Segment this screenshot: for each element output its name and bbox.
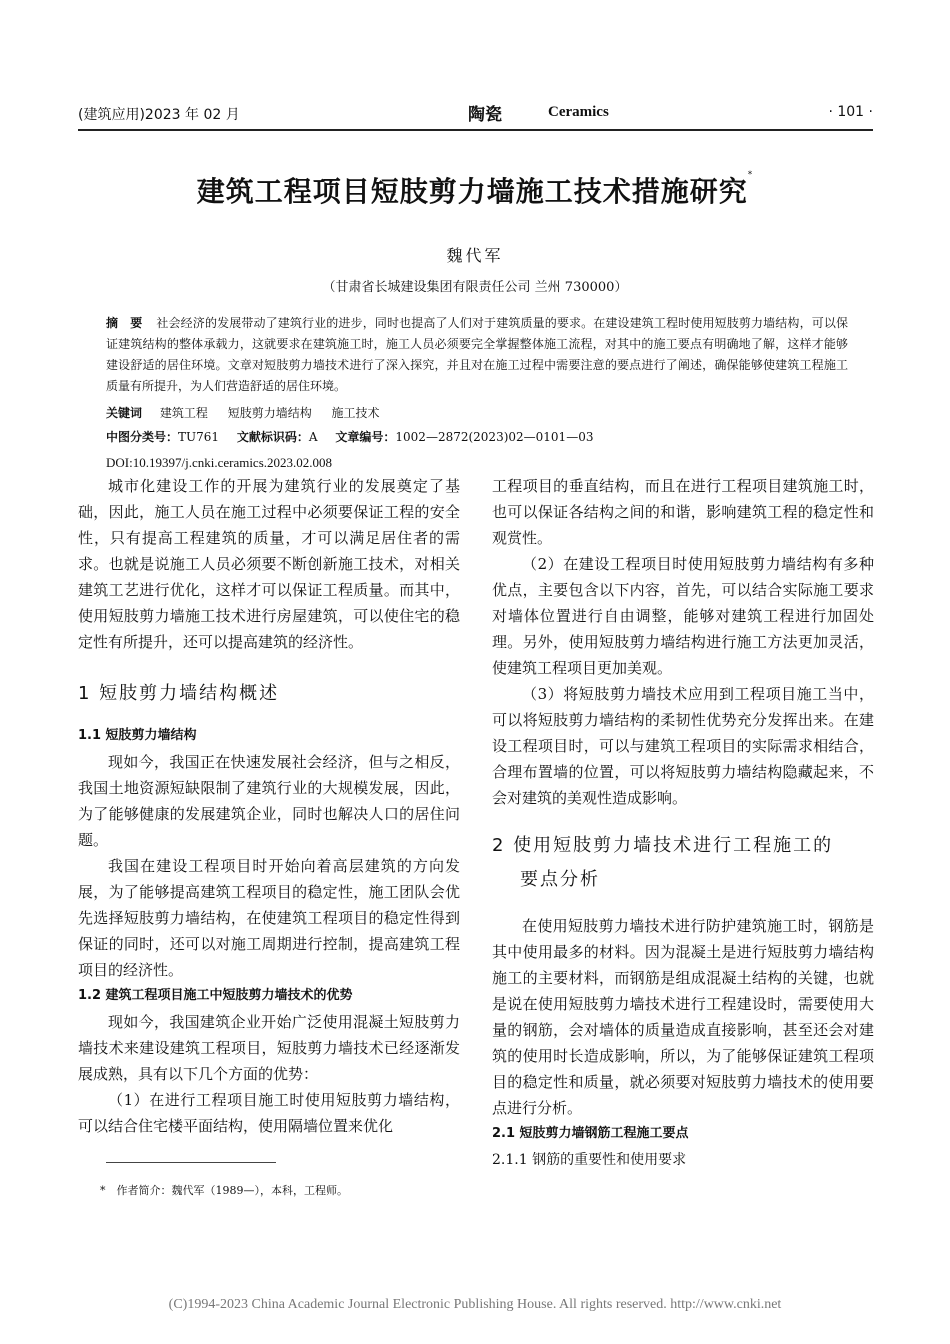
article-number-label: 文章编号： xyxy=(335,430,396,444)
journal-name-en: Ceramics xyxy=(548,104,609,120)
keyword: 短肢剪力墙结构 xyxy=(227,406,312,420)
intro-paragraph: 城市化建设工作的开展为建筑行业的发展奠定了基础，因此，施工人员在施工过程中必须要保证工程的安全性，只有提高工程建筑的质量，才可以满足居住者的需求。也就是说施工人员必须要不断创新施工技术，对相关建筑工艺进行优化，这样才可以保证工程质量。而其中，使用短肢剪力墙施工技术进行房屋建筑，可以使住宅的稳定性有所提升，还可以提高建筑的经济性。 xyxy=(78,477,460,651)
paragraph: （3）将短肢剪力墙技术应用到工程项目施工当中，可以将短肢剪力墙结构的柔韧性优势充分发挥出来。在建设工程项目时，可以与建筑工程项目的实际需求相结合，合理布置墙的位置，可以将短肢剪力墙结构隐藏起来，不会对建筑的美观性造成影响。 xyxy=(492,685,874,807)
article-title xyxy=(0,170,950,210)
author: 魏代军 xyxy=(446,246,504,265)
section-heading: 1 短肢剪力墙结构概述 xyxy=(78,683,280,704)
paragraph: 工程项目的垂直结构，而且在进行工程项目建筑施工时，也可以保证各结构之间的和谐，影响建筑工程的稳定性和观赏性。 xyxy=(492,477,874,547)
running-header xyxy=(78,98,873,128)
keywords xyxy=(106,404,396,421)
title-footnote-mark: * xyxy=(747,170,754,180)
header-rule xyxy=(78,129,873,131)
section-heading xyxy=(492,829,874,897)
abstract xyxy=(106,313,848,397)
paragraph: 现如今，我国建筑企业开始广泛使用混凝土短肢剪力墙技术来建设建筑工程项目，短肢剪力墙技术已经逐渐发展成熟，具有以下几个方面的优势： xyxy=(78,1013,460,1083)
article-number-value: 1002—2872(2023)02—0101—03 xyxy=(395,430,594,444)
doi: DOI:10.19397/j.cnki.ceramics.2023.02.008 xyxy=(106,455,333,470)
title-text: 建筑工程项目短肢剪力墙施工技术措施研究 xyxy=(196,175,748,208)
abstract-text: 社会经济的发展带动了建筑行业的进步，同时也提高了人们对于建筑质量的要求。在建设建筑工程时使用短肢剪力墙结构，可以保证建筑结构的整体承载力，这就要求在建筑施工时，施工人员必须要完全掌握整体施工流程，对其中的施工要点有明确地了解，这样才能够建设舒适的居住环境。文章对短肢剪力墙技术进行了深入探究，并且对在施工过程中需要注意的要点进行了阐述，确保能够使建筑工程施工质量有所提升，为人们营造舒适的居住环境。 xyxy=(106,316,848,393)
subsection-heading: 1.1 短肢剪力墙结构 xyxy=(78,728,197,743)
journal-name-cn: 陶瓷 xyxy=(468,105,502,125)
abstract-label: 摘 要 xyxy=(106,316,143,330)
classification-line xyxy=(106,428,593,445)
paragraph: 我国在建设工程项目时开始向着高层建筑的方向发展，为了能够提高建筑工程项目的稳定性，施工团队会优先选择短肢剪力墙结构，在使建筑工程项目的稳定性得到保证的同时，还可以对施工周期进行控制，提高建筑工程项目的经济性。 xyxy=(78,857,460,979)
subsection-heading: 1.2 建筑工程项目施工中短肢剪力墙技术的优势 xyxy=(78,988,353,1003)
copyright-line: (C)1994-2023 China Academic Journal Electronic Publishing House. All rights reserved. http://www.cnki.net xyxy=(168,1297,782,1312)
keyword: 建筑工程 xyxy=(159,406,208,420)
subsection-heading: 2.1 短肢剪力墙钢筋工程施工要点 xyxy=(492,1126,689,1141)
right-column xyxy=(492,473,874,1173)
left-column xyxy=(78,473,460,1139)
page-number: · 101 · xyxy=(828,104,873,120)
clc-value: TU761 xyxy=(178,430,220,444)
doc-code-value: A xyxy=(308,430,318,444)
keyword: 施工技术 xyxy=(331,406,380,420)
doc-code-label: 文献标识码： xyxy=(236,430,309,444)
section-heading-line: 要点分析 xyxy=(520,869,600,890)
paragraph: 现如今，我国正在快速发展社会经济，但与之相反，我国土地资源短缺限制了建筑行业的大规模发展，因此，为了能够健康的发展建筑企业，同时也解决人口的居住问题。 xyxy=(78,753,460,849)
keywords-label: 关键词 xyxy=(106,406,143,420)
paragraph: （2）在建设工程项目时使用短肢剪力墙结构有多种优点，主要包含以下内容，首先，可以结合实际施工要求对墙体位置进行自由调整，能够对建筑工程进行加固处理。另外，使用短肢剪力墙结构进行施工方法更加灵活，使建筑工程项目更加美观。 xyxy=(492,555,874,677)
clc-label: 中图分类号： xyxy=(106,430,179,444)
paragraph: （1）在进行工程项目施工时使用短肢剪力墙结构，可以结合住宅楼平面结构，使用隔墙位置来优化 xyxy=(78,1091,460,1135)
affiliation: （甘肃省长城建设集团有限责任公司 兰州 730000） xyxy=(322,280,628,295)
footnote-rule xyxy=(106,1162,276,1163)
journal-issue: (建筑应用)2023 年 02 月 xyxy=(78,107,240,123)
footnote: * 作者简介：魏代军（1989—），本科，工程师。 xyxy=(100,1184,348,1197)
paragraph: 在使用短肢剪力墙技术进行防护建筑施工时，钢筋是其中使用最多的材料。因为混凝土是进行短肢剪力墙结构施工的主要材料，而钢筋是组成混凝土结构的关键，也就是说在使用短肢剪力墙技术进行工程建设时，需要使用大量的钢筋，会对墙体的质量造成直接影响，甚至还会对建筑的使用时长造成影响，所以，为了能够保证建筑工程项目的稳定性和质量，就必须要对短肢剪力墙技术的使用要点进行分析。 xyxy=(492,917,874,1117)
subsubsection-heading: 2.1.1 钢筋的重要性和使用要求 xyxy=(492,1152,687,1168)
section-heading-line: 2 使用短肢剪力墙技术进行工程施工的 xyxy=(492,835,834,856)
